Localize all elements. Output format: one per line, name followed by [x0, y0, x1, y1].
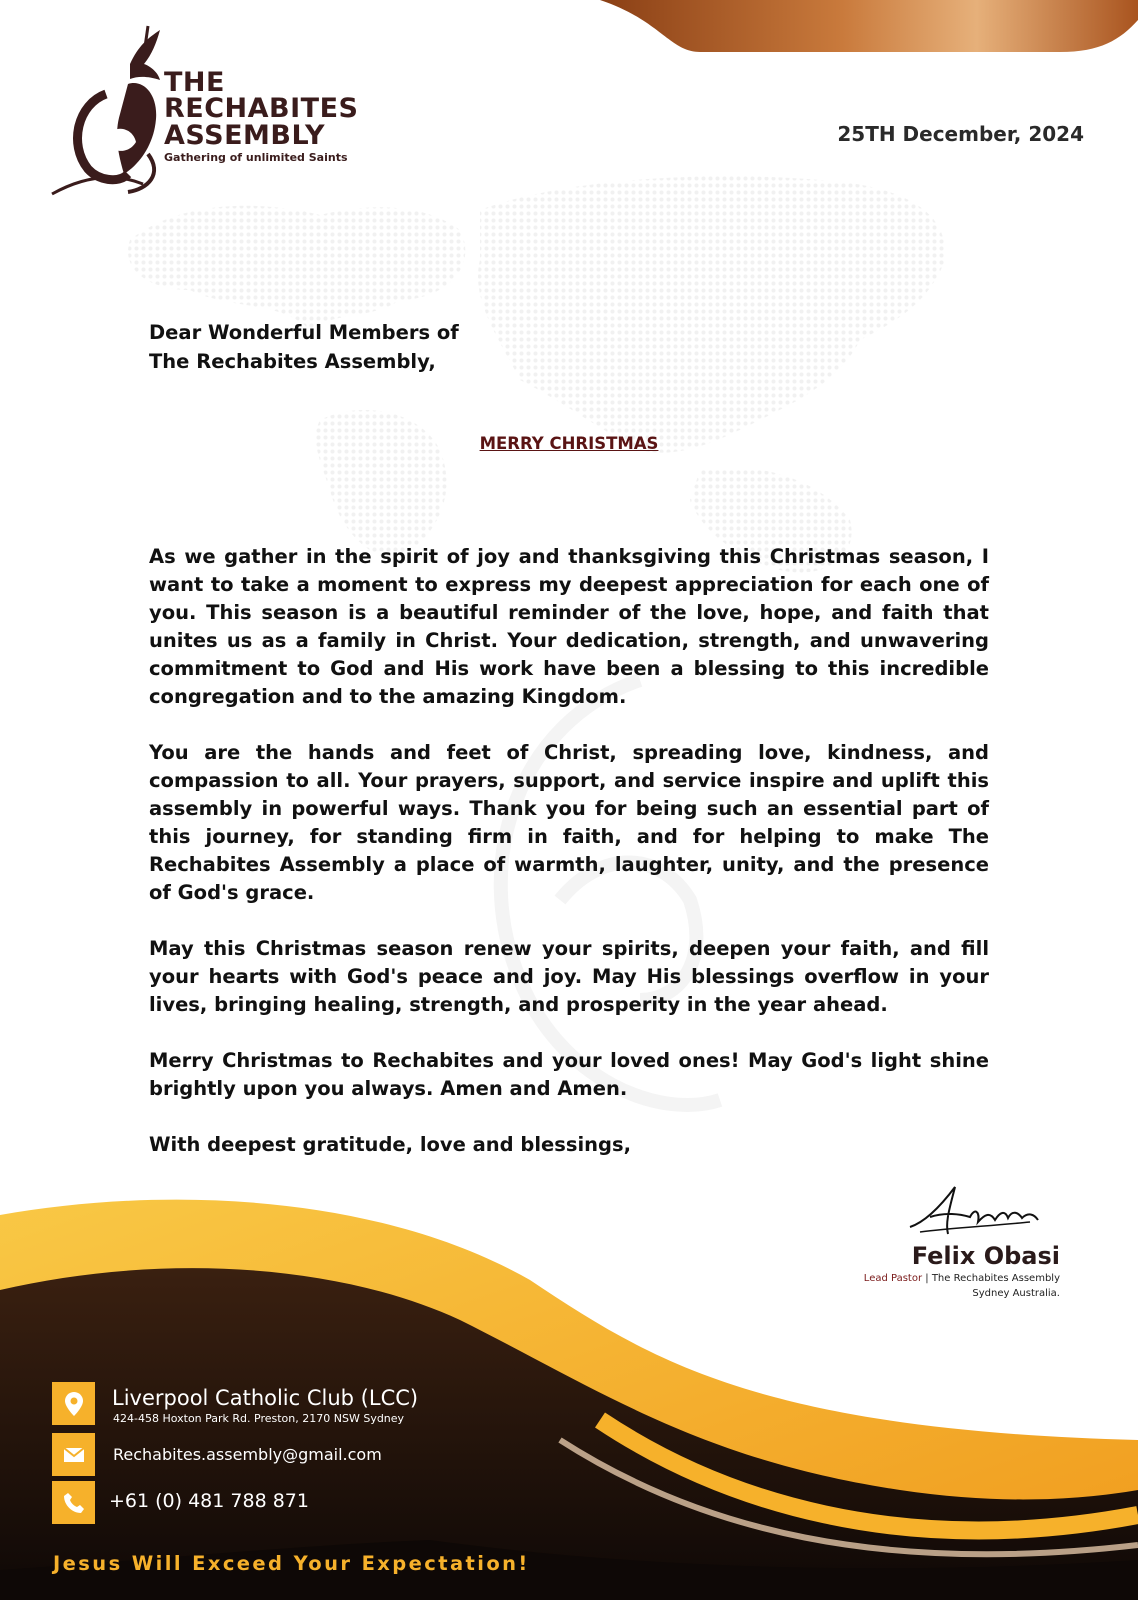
- handwritten-signature: [900, 1182, 1040, 1242]
- signatory-name: Felix Obasi: [911, 1242, 1060, 1270]
- signatory-role: [864, 1273, 1060, 1284]
- role-title: Lead Pastor: [863, 1273, 923, 1284]
- paragraph: May this Christmas season renew your spirits, deepen your faith, and fill your hearts with God's peace and joy. May His blessings overflow in your lives, bringing healing, strength, and prosperity in the year ahead.: [149, 937, 989, 1016]
- paragraph: You are the hands and feet of Christ, spreading love, kindness, and compassion to all. Your prayers, support, and service inspire and uplift this assembly in powerful ways. Thank you for being such an essential part of this journey, for standing firm in faith, and for helping to make The Rechabites Assembly a place of warmth, laughter, unity, and the presence of God's grace.: [149, 741, 989, 904]
- closing-line: With deepest gratitude, love and blessings,: [149, 1133, 632, 1156]
- logo-wordmark: [164, 67, 359, 165]
- envelope-icon: [52, 1433, 95, 1476]
- map-pin-icon: [52, 1382, 95, 1425]
- email-link[interactable]: Rechabites.assembly@gmail.com: [113, 1445, 382, 1464]
- logo-line-rechabites: RECHABITES: [164, 93, 359, 125]
- venue-address: 424-458 Hoxton Park Rd. Preston, 2170 NSW Sydney: [113, 1412, 405, 1425]
- letter-body: [149, 543, 989, 1187]
- venue-name: Liverpool Catholic Club (LCC): [112, 1386, 419, 1410]
- role-separator: |: [922, 1273, 932, 1284]
- role-organization: The Rechabites Assembly: [931, 1273, 1060, 1284]
- logo-line-assembly: ASSEMBLY: [164, 119, 326, 151]
- letter-heading: MERRY CHRISTMAS: [479, 434, 659, 453]
- salutation-line-1: Dear Wonderful Members of: [149, 321, 459, 344]
- logo-line-the: THE: [164, 67, 225, 98]
- paragraph: Merry Christmas to Rechabites and your loved ones! May God's light shine brightly upon you always. Amen and Amen.: [149, 1049, 989, 1100]
- footer-tagline: Jesus Will Exceed Your Expectation!: [53, 1552, 530, 1575]
- phone-number[interactable]: +61 (0) 481 788 871: [109, 1490, 309, 1512]
- paragraph: As we gather in the spirit of joy and thanksgiving this Christmas season, I want to take a moment to express my deepest appreciation for each one of you. This season is a beautiful reminder of the love, hope, and faith that unites us as a family in Christ. Your dedication, strength, and unwavering commitment to God and His work have been a blessing to this incredible congregation and to the amazing Kingdom.: [149, 545, 989, 708]
- signatory-location: Sydney Australia.: [972, 1288, 1060, 1299]
- logo-tagline: Gathering of unlimited Saints: [164, 151, 348, 165]
- salutation: [149, 318, 459, 376]
- letter-date: 25TH December, 2024: [837, 122, 1084, 146]
- salutation-line-2: The Rechabites Assembly,: [149, 350, 436, 373]
- phone-icon: [52, 1481, 95, 1524]
